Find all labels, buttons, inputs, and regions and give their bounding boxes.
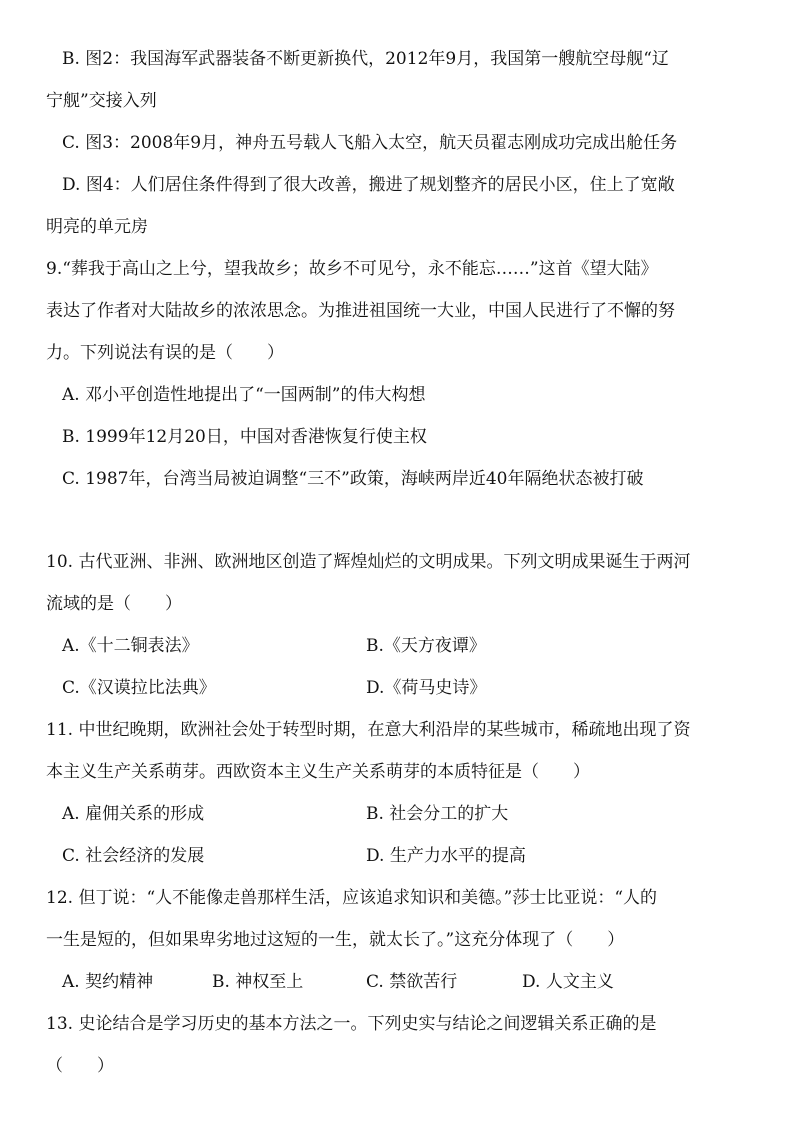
q12-option-d: D. 人文主义	[522, 972, 614, 992]
q10-option-d: D.《荷马史诗》	[366, 678, 487, 698]
q9-stem-line3: 力。下列说法有误的是（ ）	[46, 343, 284, 363]
q10-option-b: B.《天方夜谭》	[366, 636, 486, 656]
q10-option-a: A.《十二铜表法》	[62, 636, 199, 656]
q12-option-c: C. 禁欲苦行	[366, 972, 458, 992]
q10-stem-line1: 10. 古代亚洲、非洲、欧洲地区创造了辉煌灿烂的文明成果。下列文明成果诞生于两河	[46, 552, 691, 572]
q8-option-c: C. 图3：2008年9月，神舟五号载人飞船入太空，航天员翟志刚成功完成出舱任务	[62, 133, 678, 153]
q12-stem-line1: 12. 但丁说：“人不能像走兽那样生活，应该追求知识和美德。”莎士比亚说：“人的	[46, 888, 658, 908]
q9-stem-line2: 表达了作者对大陆故乡的浓浓思念。为推进祖国统一大业，中国人民进行了不懈的努	[46, 301, 675, 321]
q8-option-b-line1: B. 图2：我国海军武器装备不断更新换代，2012年9月，我国第一艘航空母舰“辽	[62, 49, 669, 69]
q9-stem-line1: 9.“葬我于高山之上兮，望我故乡；故乡不可见兮，永不能忘……”这首《望大陆》	[46, 259, 658, 279]
q11-option-b: B. 社会分工的扩大	[366, 804, 509, 824]
q13-stem-line2: （ ）	[46, 1056, 114, 1076]
q8-option-b-line2: 宁舰”交接入列	[46, 91, 157, 111]
q10-option-c: C.《汉谟拉比法典》	[62, 678, 216, 698]
q9-option-b: B. 1999年12月20日，中国对香港恢复行使主权	[62, 427, 427, 447]
q11-option-c: C. 社会经济的发展	[62, 846, 205, 866]
q9-option-c: C. 1987年，台湾当局被迫调整“三不”政策，海峡两岸近40年隔绝状态被打破	[62, 469, 644, 489]
q11-option-d: D. 生产力水平的提高	[366, 846, 526, 866]
q8-option-d-line1: D. 图4：人们居住条件得到了很大改善，搬进了规划整齐的居民小区，住上了宽敞	[62, 175, 675, 195]
q13-stem-line1: 13. 史论结合是学习历史的基本方法之一。下列史实与结论之间逻辑关系正确的是	[46, 1014, 657, 1034]
q10-stem-line2: 流域的是（ ）	[46, 594, 182, 614]
q12-stem-line2: 一生是短的，但如果卑劣地过这短的一生，就太长了。”这充分体现了（ ）	[46, 930, 625, 950]
q11-option-a: A. 雇佣关系的形成	[62, 804, 205, 824]
q9-option-a: A. 邓小平创造性地提出了“一国两制”的伟大构想	[62, 385, 426, 405]
q11-stem-line2: 本主义生产关系萌芽。西欧资本主义生产关系萌芽的本质特征是（ ）	[46, 762, 590, 782]
q12-option-b: B. 神权至上	[212, 972, 304, 992]
q11-stem-line1: 11. 中世纪晚期，欧洲社会处于转型时期，在意大利沿岸的某些城市，稀疏地出现了资	[46, 720, 691, 740]
q12-option-a: A. 契约精神	[62, 972, 154, 992]
q8-option-d-line2: 明亮的单元房	[46, 217, 148, 237]
